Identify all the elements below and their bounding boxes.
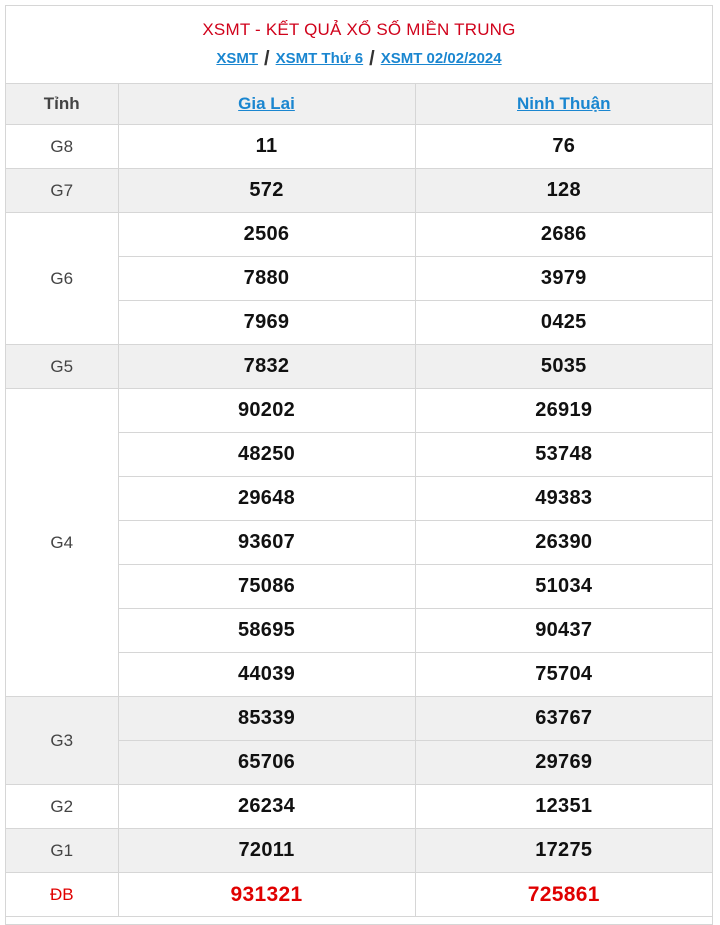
prize-label: G3 (6, 697, 118, 785)
result-number: 48250 (118, 433, 415, 477)
column-header-gia-lai (118, 84, 415, 125)
result-number: 572 (118, 169, 415, 213)
result-number: 93607 (118, 521, 415, 565)
result-number: 72011 (118, 829, 415, 873)
result-number: 29769 (415, 741, 712, 785)
prize-row-g1 (6, 829, 712, 873)
prize-label: G4 (6, 389, 118, 697)
results-panel (5, 5, 713, 925)
result-number: 2506 (118, 213, 415, 257)
prize-row-g8 (6, 125, 712, 169)
result-number: 76 (415, 125, 712, 169)
prize-row-g6 (6, 213, 712, 257)
result-number: 12351 (415, 785, 712, 829)
page-title: XSMT - KẾT QUẢ XỔ SỐ MIỀN TRUNG (202, 20, 516, 39)
prize-row-g2 (6, 785, 712, 829)
prize-label: G6 (6, 213, 118, 345)
prize-row-g7 (6, 169, 712, 213)
result-number: 29648 (118, 477, 415, 521)
result-number: 90437 (415, 609, 712, 653)
result-number: 26919 (415, 389, 712, 433)
column-header-ninh-thuan (415, 84, 712, 125)
result-number: 3979 (415, 257, 712, 301)
result-number: 49383 (415, 477, 712, 521)
prize-label: G5 (6, 345, 118, 389)
breadcrumb-weekday-link[interactable]: XSMT Thứ 6 (275, 50, 364, 67)
prize-label: G2 (6, 785, 118, 829)
province-link-gia-lai[interactable]: Gia Lai (238, 94, 295, 113)
breadcrumb (6, 48, 712, 71)
result-number: 17275 (415, 829, 712, 873)
result-number: 75086 (118, 565, 415, 609)
result-number: 44039 (118, 653, 415, 697)
result-number: 5035 (415, 345, 712, 389)
result-number: 75704 (415, 653, 712, 697)
result-number: 2686 (415, 213, 712, 257)
result-number: 58695 (118, 609, 415, 653)
result-number: 90202 (118, 389, 415, 433)
column-header-province: Tỉnh (6, 84, 118, 125)
result-number: 0425 (415, 301, 712, 345)
result-number: 7832 (118, 345, 415, 389)
prize-label: G1 (6, 829, 118, 873)
special-prize-number: 931321 (118, 873, 415, 917)
special-prize-label: ĐB (6, 873, 118, 917)
province-link-ninh-thuan[interactable]: Ninh Thuận (517, 94, 611, 113)
results-header (6, 6, 712, 84)
result-number: 26234 (118, 785, 415, 829)
result-number: 7969 (118, 301, 415, 345)
prize-label: G8 (6, 125, 118, 169)
prize-row-special (6, 873, 712, 917)
results-table (6, 84, 712, 917)
prize-row-g4 (6, 389, 712, 433)
prize-label: G7 (6, 169, 118, 213)
result-number: 63767 (415, 697, 712, 741)
result-number: 26390 (415, 521, 712, 565)
breadcrumb-separator: / (369, 48, 375, 70)
result-number: 7880 (118, 257, 415, 301)
result-number: 65706 (118, 741, 415, 785)
breadcrumb-xsmt-link[interactable]: XSMT (216, 50, 259, 67)
result-number: 11 (118, 125, 415, 169)
result-number: 85339 (118, 697, 415, 741)
prize-row-g5 (6, 345, 712, 389)
result-number: 51034 (415, 565, 712, 609)
prize-row-g3 (6, 697, 712, 741)
result-number: 128 (415, 169, 712, 213)
special-prize-number: 725861 (415, 873, 712, 917)
table-header-row (6, 84, 712, 125)
result-number: 53748 (415, 433, 712, 477)
breadcrumb-separator: / (264, 48, 270, 70)
breadcrumb-date-link[interactable]: XSMT 02/02/2024 (380, 50, 502, 67)
